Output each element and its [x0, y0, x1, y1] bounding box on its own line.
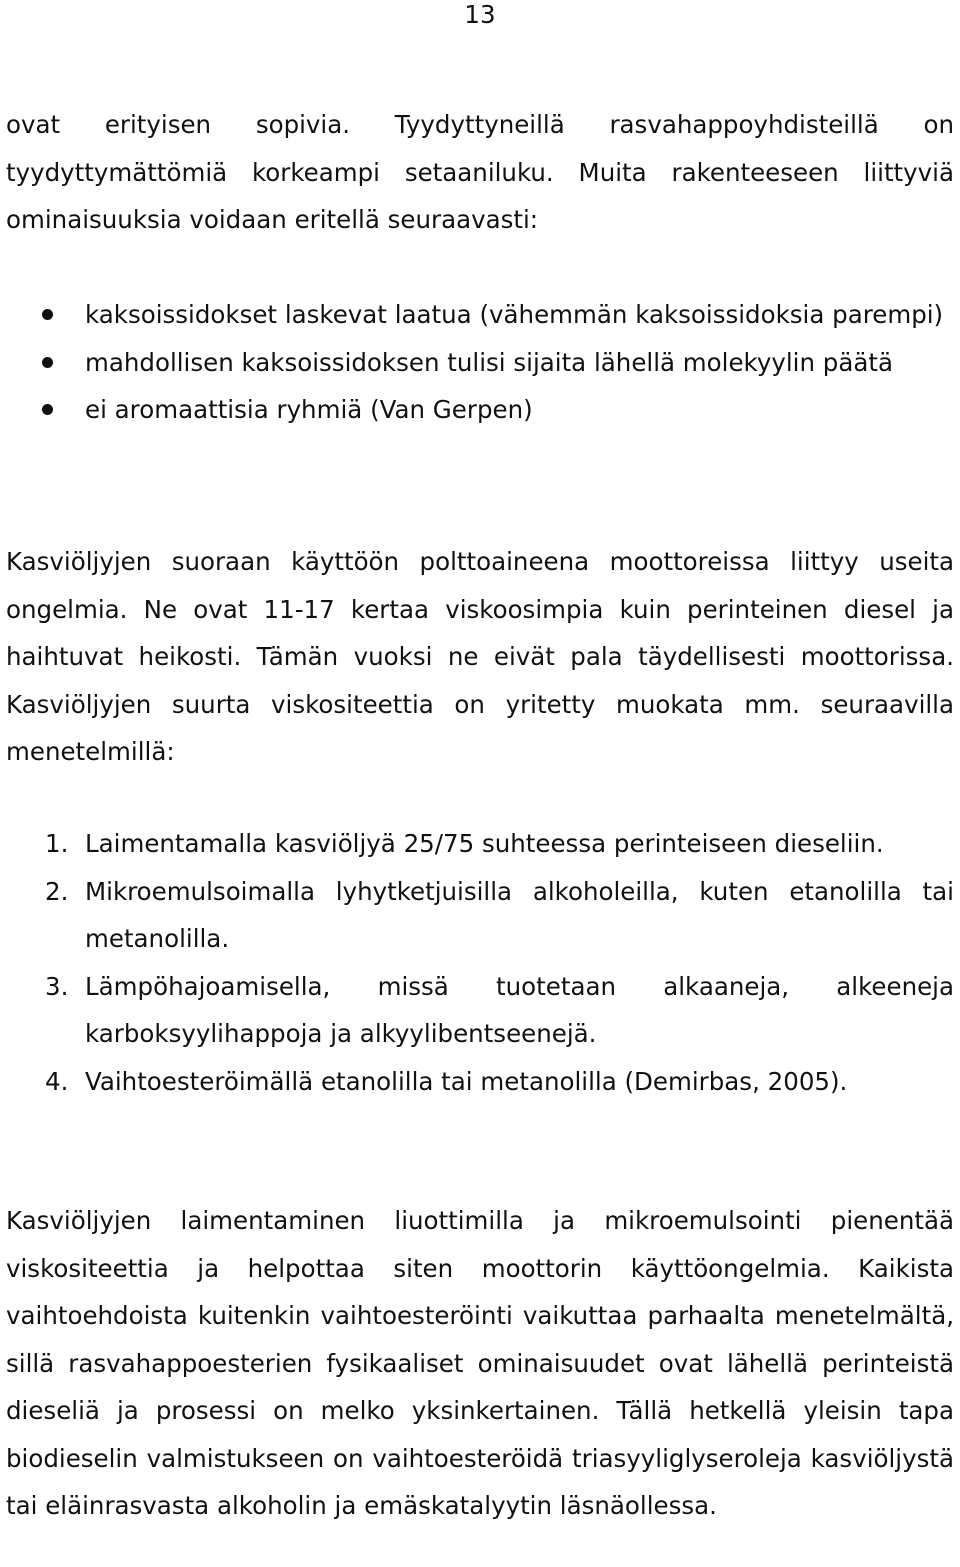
method-number: 1.	[45, 829, 69, 858]
method-item-text: Vaihtoesteröimällä etanolilla tai metanolilla (Demirbas, 2005).	[85, 1066, 848, 1096]
bullet-item-text: kaksoissidokset laskevat laatua (vähemmän kaksoissidoksia parempi)	[85, 300, 944, 329]
methods-numbered-list	[0, 820, 960, 1105]
bullet-dot-icon	[42, 404, 53, 415]
method-number: 3.	[45, 971, 69, 1001]
bullet-dot-icon	[42, 357, 53, 368]
method-item	[0, 963, 954, 1058]
properties-bullet-list	[0, 291, 960, 434]
bullet-item-text: mahdollisen kaksoissidoksen tulisi sijaita lähellä molekyylin päätä	[85, 347, 893, 377]
bullet-item	[0, 339, 954, 387]
paragraph-conclusion: Kasviöljyjen laimentaminen liuottimilla ja mikroemulsointi pienentää viskositeettia ja helpottaa siten moottorin käyttöongelmia. Kaikista vaihtoehdoista kuitenkin vaihtoesteröinti vaikuttaa parhaalta menetelmältä, sillä rasvahappoesterien fysikaaliset ominaisuudet ovat lähellä perinteistä dieseliä ja prosessi on melko yksinkertainen. Tällä hetkellä yleisin tapa biodieselin valmistukseen on vaihtoesteröidä triasyyliglyseroleja kasviöljystä tai eläinrasvasta alkoholin ja emäskatalyytin läsnäollessa.	[6, 1206, 954, 1520]
method-item-text: Lämpöhajoamisella, missä tuotetaan alkaaneja, alkeeneja karboksyylihappoja ja alkyylibentseenejä.	[85, 971, 954, 1048]
method-item-text: Mikroemulsoimalla lyhytketjuisilla alkoholeilla, kuten etanolilla tai metanolilla.	[85, 876, 954, 953]
method-item	[0, 1058, 954, 1106]
method-number: 2.	[45, 876, 69, 906]
method-number: 4.	[45, 1066, 69, 1096]
bullet-item	[0, 386, 954, 434]
page-number: 13	[464, 0, 496, 29]
method-item	[0, 868, 954, 963]
bullet-dot-icon	[42, 309, 53, 320]
method-item	[0, 820, 954, 868]
bullet-item	[0, 291, 954, 339]
paragraph-problems: Kasviöljyjen suoraan käyttöön polttoaineena moottoreissa liittyy useita ongelmia. Ne ovat 11-17 kertaa viskoosimpia kuin perinteinen diesel ja haihtuvat heikosti. Tämän vuoksi ne eivät pala täydellisesti moottorissa. Kasviöljyjen suurta viskositeettia on yritetty muokata mm. seuraavilla menetelmillä:	[6, 547, 954, 766]
paragraph-intro: ovat erityisen sopivia. Tyydyttyneillä rasvahappoyhdisteillä on tyydyttymättömiä korkeampi setaaniluku. Muita rakenteeseen liittyviä ominaisuuksia voidaan eritellä seuraavasti:	[6, 110, 954, 234]
method-item-text: Laimentamalla kasviöljyä 25/75 suhteessa perinteiseen dieseliin.	[85, 829, 884, 858]
bullet-item-text: ei aromaattisia ryhmiä (Van Gerpen)	[85, 395, 533, 424]
